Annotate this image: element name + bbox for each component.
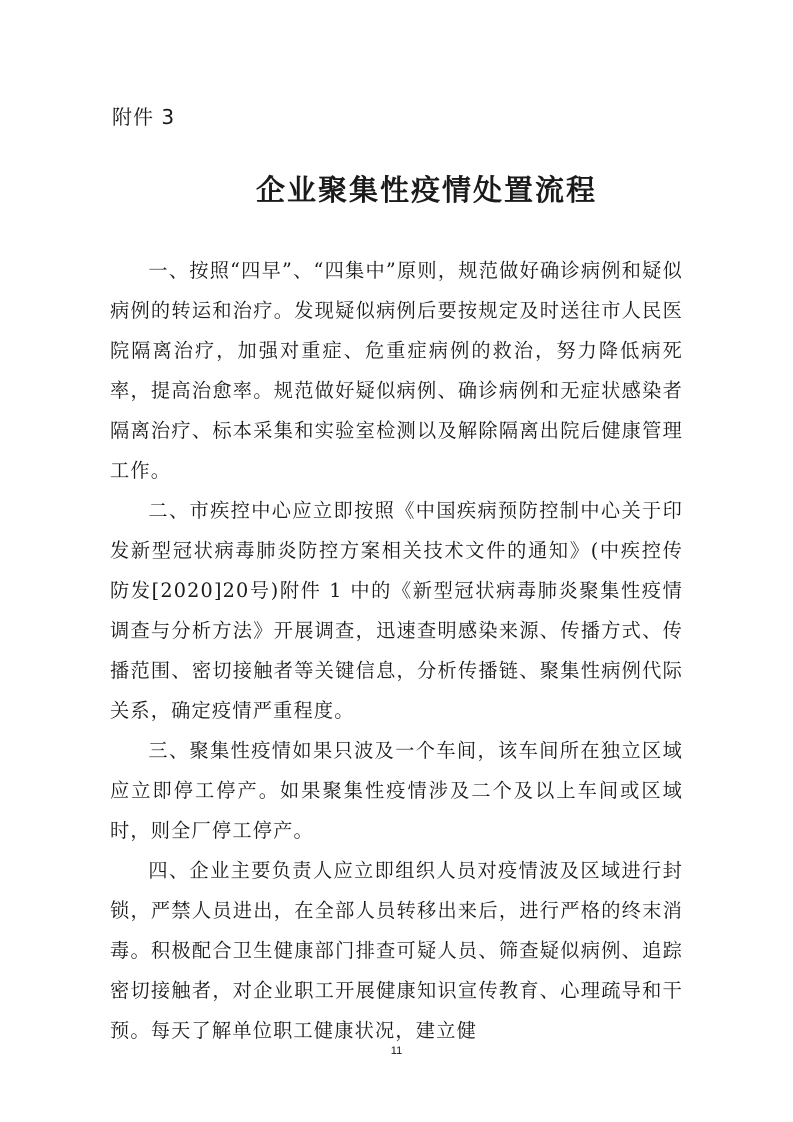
attachment-label: 附件 3 (112, 105, 176, 129)
paragraph-1: 一、按照“四早”、“四集中”原则，规范做好确诊病例和疑似病例的转运和治疗。发现疑似病例后要按规定及时送往市人民医院隔离治疗，加强对重症、危重症病例的救治，努力降低病死率，提高治愈率。规范做好疑似病例、确诊病例和无症状感染者隔离治疗、标本采集和实验室检测以及解除隔离出院后健康管理工作。 (110, 259, 683, 482)
paragraph-2: 二、市疾控中心应立即按照《中国疾病预防控制中心关于印发新型冠状病毒肺炎防控方案相关技术文件的通知》(中疾控传防发[2020]20号)附件 1 中的《新型冠状病毒肺炎聚集性疫情调查与分析方法》开展调查，迅速查明感染来源、传播方式、传播范围、密切接触者等关键信息，分析传播链、聚集性病例代际关系，确定疫情严重程度。 (110, 499, 683, 722)
document-title: 企业聚集性疫情处置流程 (255, 173, 597, 207)
page-number: 11 (390, 1045, 403, 1057)
document-body (110, 251, 683, 1051)
paragraph-3: 三、聚集性疫情如果只波及一个车间，该车间所在独立区域应立即停工停产。如果聚集性疫情涉及二个及以上车间或区域时，则全厂停工停产。 (110, 739, 683, 842)
paragraph-4: 四、企业主要负责人应立即组织人员对疫情波及区域进行封锁，严禁人员进出，在全部人员转移出来后，进行严格的终末消毒。积极配合卫生健康部门排查可疑人员、筛查疑似病例、追踪密切接触者，对企业职工开展健康知识宣传教育、心理疏导和干预。每天了解单位职工健康状况，建立健 (110, 859, 683, 1042)
